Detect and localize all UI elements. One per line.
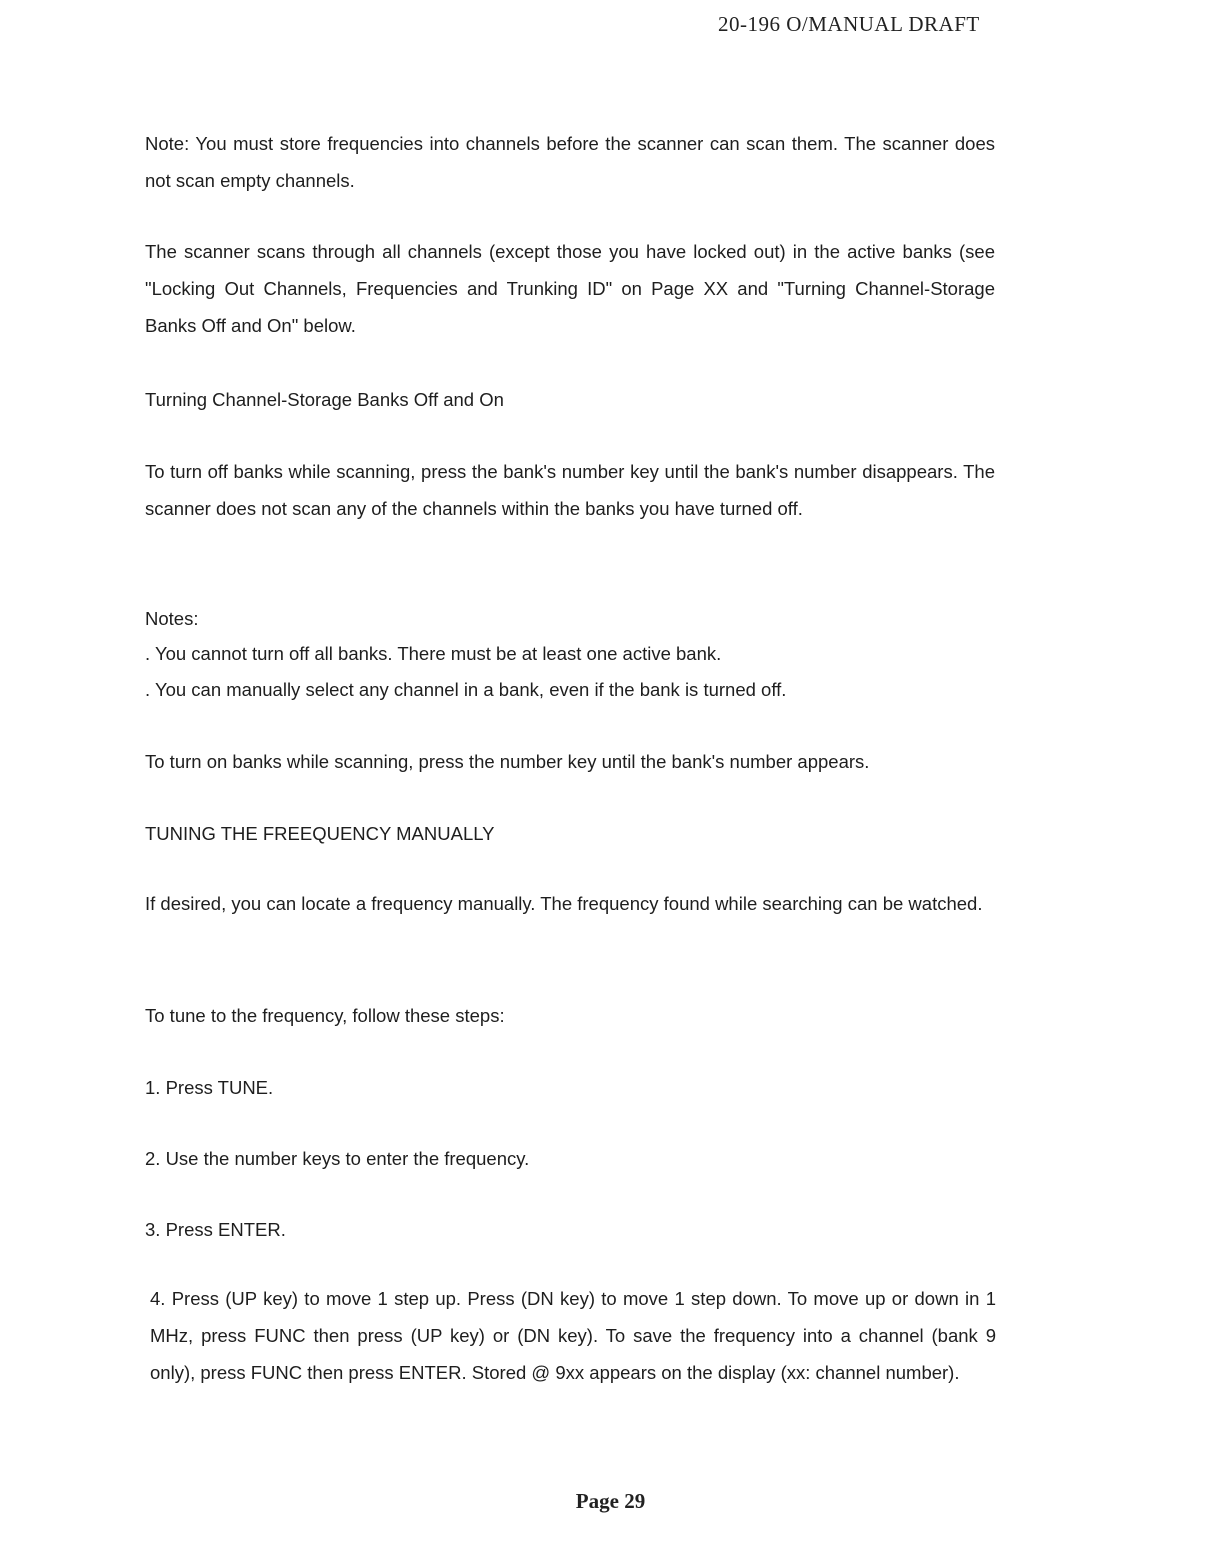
section-heading-tuning: TUNING THE FREEQUENCY MANUALLY bbox=[145, 823, 495, 844]
section-heading-banks: Turning Channel-Storage Banks Off and On bbox=[145, 389, 504, 410]
step-4: 4. Press (UP key) to move 1 step up. Press (DN key) to move 1 step down. To move up or down in 1 MHz, press FUNC then press (UP key) or (DN key). To save the frequency into a channel (bank 9 only), press FUNC then press ENTER. Stored @ 9xx appears on the display (xx: channel number). bbox=[150, 1288, 996, 1383]
note-item-2: . You can manually select any channel in a bank, even if the bank is turned off. bbox=[145, 679, 787, 700]
to-tune-paragraph: To tune to the frequency, follow these steps: bbox=[145, 1005, 505, 1026]
scan-all-paragraph: The scanner scans through all channels (except those you have locked out) in the active banks (see "Locking Out Channels, Frequencies and Trunking ID" on Page XX and "Turning Channel-Storage Banks Off and On" below. bbox=[145, 241, 995, 336]
note-store-paragraph: Note: You must store frequencies into channels before the scanner can scan them. The scanner does not scan empty channels. bbox=[145, 133, 995, 191]
notes-label: Notes: bbox=[145, 608, 199, 629]
step-3: 3. Press ENTER. bbox=[145, 1219, 286, 1240]
page-number: Page 29 bbox=[575, 1489, 646, 1513]
if-desired-paragraph: If desired, you can locate a frequency manually. The frequency found while searching can be watched. bbox=[145, 893, 983, 914]
turn-off-paragraph: To turn off banks while scanning, press the bank's number key until the bank's number disappears. The scanner does not scan any of the channels within the banks you have turned off. bbox=[145, 461, 995, 519]
step-1: 1. Press TUNE. bbox=[145, 1077, 274, 1098]
note-item-1: . You cannot turn off all banks. There must be at least one active bank. bbox=[145, 643, 722, 664]
document-header: 20-196 O/MANUAL DRAFT bbox=[718, 12, 980, 36]
step-2: 2. Use the number keys to enter the frequency. bbox=[145, 1148, 530, 1169]
turn-on-paragraph: To turn on banks while scanning, press the number key until the bank's number appears. bbox=[145, 751, 870, 772]
